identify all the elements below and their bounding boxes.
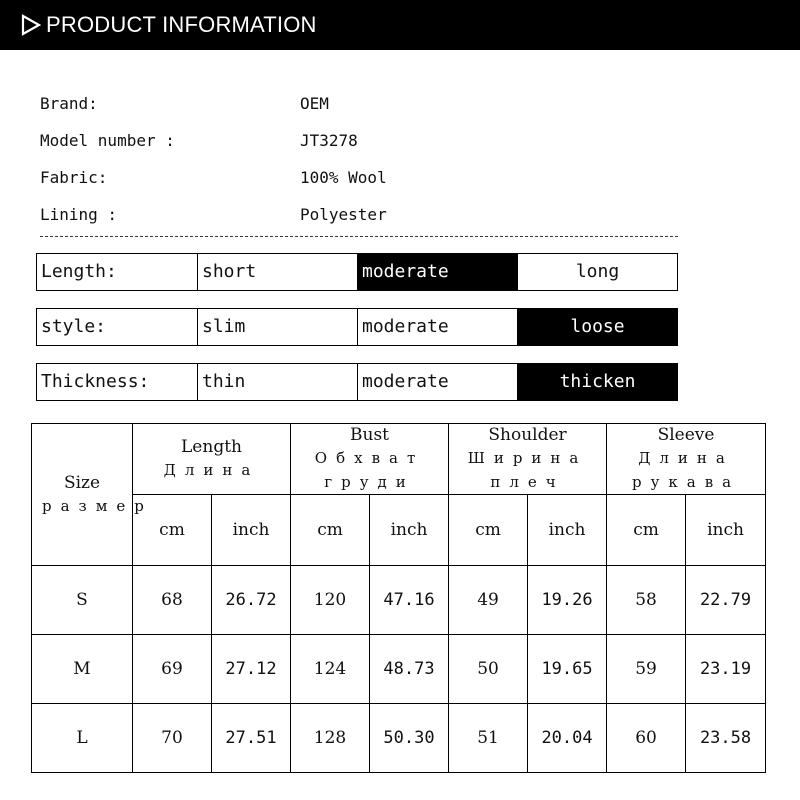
value-cell: 50 [449,635,528,704]
table-row [32,704,766,773]
group-header-en: Bust [350,425,390,445]
group-header-en: Sleeve [657,425,715,445]
group-header-bust [291,424,449,495]
value-cell: 124 [291,635,370,704]
value-cell: 23.58 [686,704,766,773]
attribute-option: short [197,254,357,290]
unit-cell: cm [291,495,370,566]
attribute-option: moderate [357,364,517,400]
value-cell: 27.51 [212,704,291,773]
attribute-row-thickness [36,363,678,401]
value-cell: 120 [291,566,370,635]
value-cell: 27.12 [212,635,291,704]
attribute-label: style: [41,316,107,337]
attribute-option: long [517,254,677,290]
info-label: Model number : [40,131,175,150]
group-header-ru: Длина [163,461,260,479]
unit-cell: cm [607,495,686,566]
attribute-option: moderate [357,309,517,345]
group-header-ru: Обхват груди [314,449,425,491]
group-header-en: Length [181,437,242,457]
value-cell: 48.73 [370,635,449,704]
value-cell: 59 [607,635,686,704]
attribute-row-style [36,308,678,346]
value-cell: 23.19 [686,635,766,704]
attribute-label: Thickness: [41,371,150,392]
unit-cell: cm [449,495,528,566]
unit-cell: inch [212,495,291,566]
attribute-option-selected: loose [517,309,677,345]
size-cell: S [32,566,133,635]
table-header-row [32,424,766,495]
group-header-en: Shoulder [488,425,567,445]
attribute-row-length [36,253,678,291]
unit-cell: inch [528,495,607,566]
group-header-ru: Длина рукава [631,449,741,491]
value-cell: 20.04 [528,704,607,773]
info-value: OEM [300,94,329,113]
size-chart-table [31,423,766,773]
value-cell: 68 [133,566,212,635]
value-cell: 26.72 [212,566,291,635]
info-label: Fabric: [40,168,108,187]
value-cell: 49 [449,566,528,635]
unit-cell: cm [133,495,212,566]
product-info-list [40,92,680,240]
info-row-lining [40,203,680,240]
attribute-option: thin [197,364,357,400]
value-cell: 69 [133,635,212,704]
size-header-cell [32,424,153,566]
value-cell: 58 [607,566,686,635]
dashed-divider [40,236,678,237]
group-header-sleeve [607,424,766,495]
info-value: JT3278 [300,131,358,150]
attribute-option-selected: thicken [517,364,677,400]
size-header-ru: размер [42,496,153,515]
value-cell: 22.79 [686,566,766,635]
value-cell: 51 [449,704,528,773]
value-cell: 47.16 [370,566,449,635]
size-header-en: Size [63,472,101,493]
header-bar [0,0,800,50]
unit-cell: inch [370,495,449,566]
group-header-length [133,424,291,495]
group-header-ru: Ширина плеч [467,449,588,491]
play-triangle-icon [20,14,42,36]
value-cell: 19.26 [528,566,607,635]
table-row [32,635,766,704]
info-row-brand [40,92,680,129]
info-label: Brand: [40,94,98,113]
unit-cell: inch [686,495,766,566]
attribute-option: slim [197,309,357,345]
info-row-model [40,129,680,166]
value-cell: 60 [607,704,686,773]
info-label: Lining : [40,205,118,224]
group-header-shoulder [449,424,607,495]
info-value: Polyester [300,205,387,224]
table-row [32,566,766,635]
info-row-fabric [40,166,680,203]
value-cell: 70 [133,704,212,773]
attribute-option-selected: moderate [357,254,517,290]
attribute-label: Length: [41,261,117,282]
value-cell: 128 [291,704,370,773]
size-cell: L [32,704,133,773]
page-title: PRODUCT INFORMATION [46,12,317,37]
size-cell: M [32,635,133,704]
value-cell: 50.30 [370,704,449,773]
value-cell: 19.65 [528,635,607,704]
info-value: 100% Wool [300,168,387,187]
